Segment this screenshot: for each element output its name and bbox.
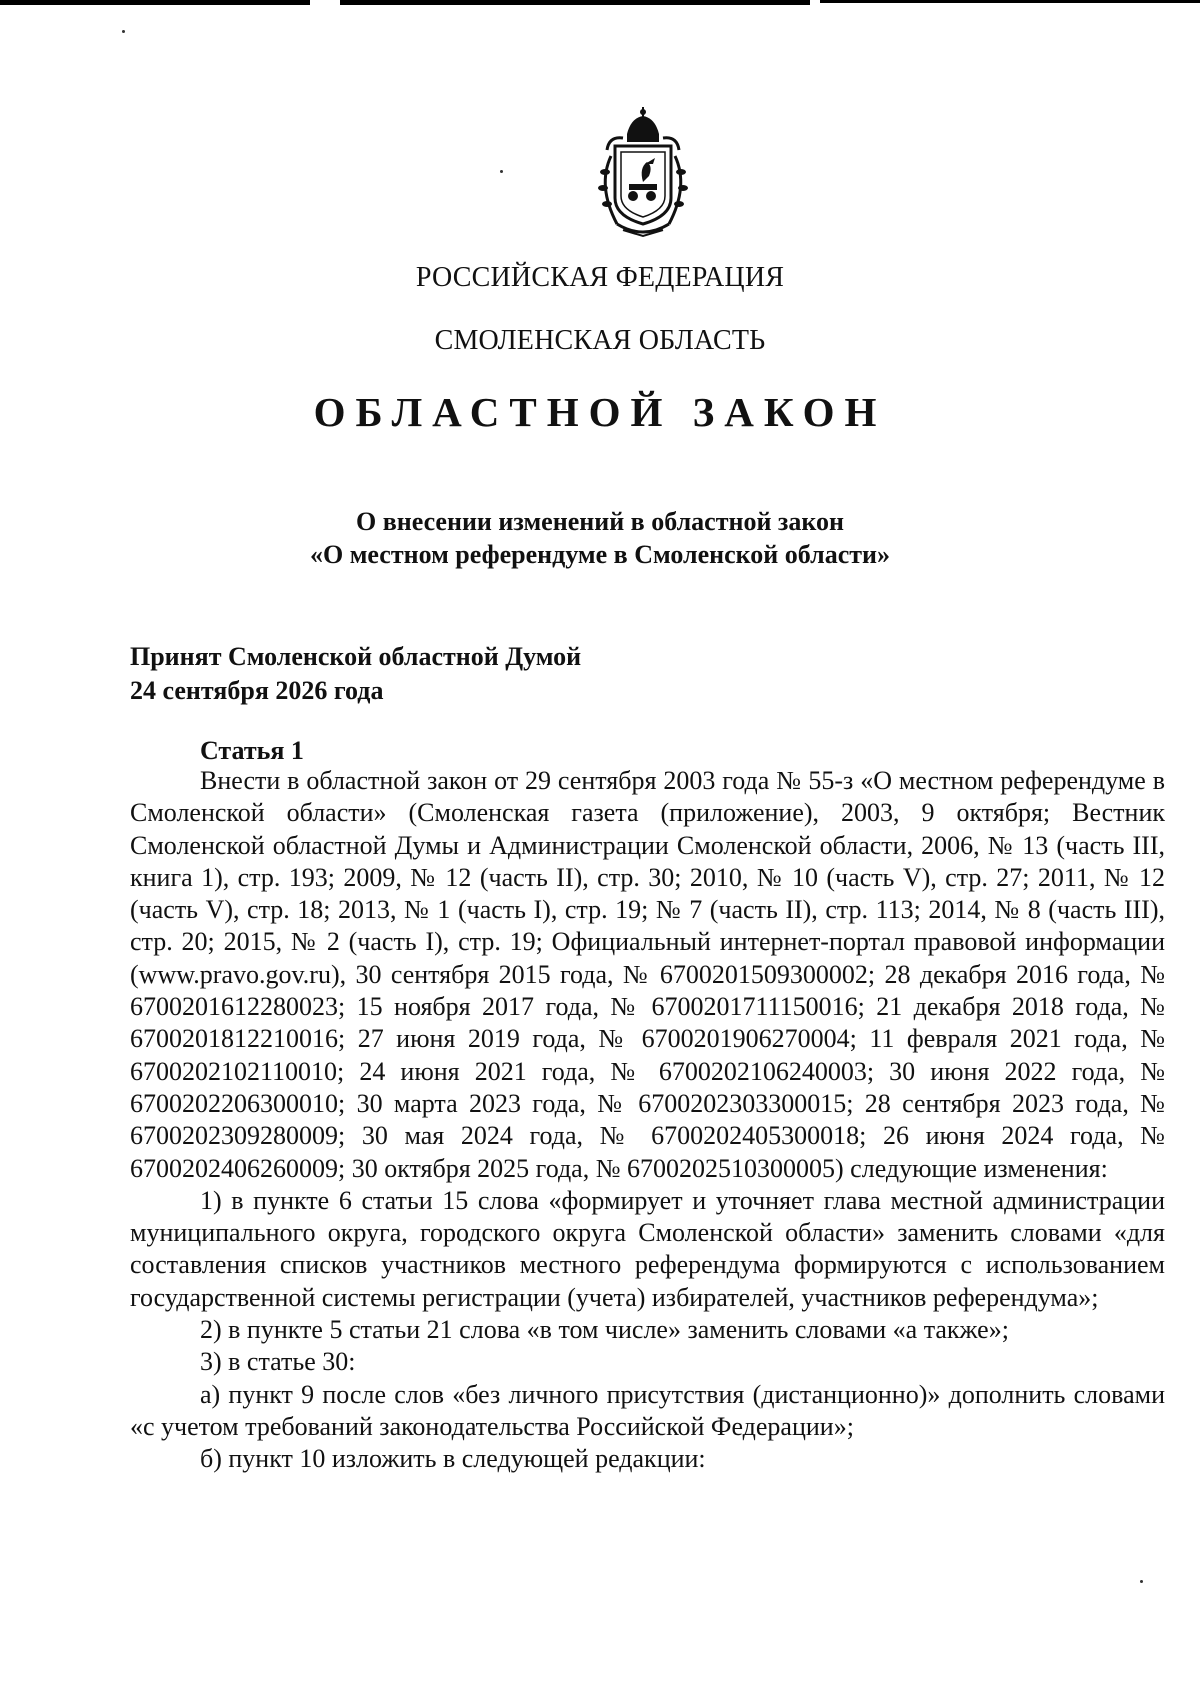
adoption-info — [130, 640, 830, 708]
article-paragraph: 2) в пункте 5 статьи 21 слова «в том числе» заменить словами «а также»; — [200, 1315, 1009, 1345]
scan-speck — [500, 170, 503, 173]
scan-speck — [122, 30, 125, 33]
law-title-line: «О местном референдуме в Смоленской области» — [309, 540, 891, 569]
scan-edge-artifact — [340, 0, 810, 5]
federation-heading: РОССИЙСКАЯ ФЕДЕРАЦИЯ — [415, 262, 785, 293]
article-paragraph: а) пункт 9 после слов «без личного присутствия (дистанционно)» дополнить словами «с учетом требований законодательства Российской Федерации»; — [130, 1379, 1165, 1441]
law-title-line: О внесении изменений в областной закон — [355, 507, 845, 536]
scan-edge-artifact — [820, 0, 1200, 3]
scan-edge-artifact — [0, 0, 310, 5]
coat-of-arms-emblem — [583, 106, 703, 241]
article-paragraph: 1) в пункте 6 статьи 15 слова «формирует и уточняет глава местной администрации муниципального округа, городского округа Смоленской области» заменить словами «для составления списков участников местного референдума формируются с использованием государственной системы регистрации (учета) избирателей, участников референдума»; — [130, 1185, 1165, 1312]
article-body — [130, 765, 1165, 1476]
article-heading: Статья 1 — [200, 736, 304, 765]
article-paragraph: 3) в статье 30: — [200, 1347, 356, 1377]
article-paragraph: Внести в областной закон от 29 сентября 2003 года № 55-з «О местном референдуме в Смоленской области» (Смоленская газета (приложение), 2003, 9 октября; Вестник Смоленской областной Думы и Администрации Смоленской области, 2006, № 13 (часть III, книга 1), стр. 193; 2009, № 12 (часть II), стр. 30; 2010, № 10 (часть V), стр. 27; 2011, № 12 (часть V), стр. 18; 2013, № 1 (часть I), стр. 19; № 7 (часть II), стр. 113; 2014, № 8 (часть III), стр. 20; 2015, № 2 (часть I), стр. 19; Официальный интернет-портал правовой информации (www.pravo.gov.ru), 30 сентября 2015 года, № 6700201509300002; 28 декабря 2016 года, № 6700201612280023; 15 ноября 2017 года, № 6700201711150016; 21 декабря 2018 года, № 6700201812210016; 27 июня 2019 года, № 6700201906270004; 11 февраля 2021 года, № 6700202102110010; 24 июня 2021 года, № 6700202106240003; 30 июня 2022 года, № 6700202206300010; 30 марта 2023 года, № 6700202303300015; 28 сентября 2023 года, № 6700202309280009; 30 мая 2024 года, № 6700202405300018; 26 июня 2024 года, № 6700202406260009; 30 октября 2025 года, № 6700202510300005) следующие изменения: — [130, 766, 1165, 1183]
adoption-date: 24 сентября 2026 года — [130, 676, 384, 705]
law-title — [0, 505, 1200, 571]
adoption-authority: Принят Смоленской областной Думой — [130, 642, 582, 671]
document-type-heading: ОБЛАСТНОЙ ЗАКОН — [313, 389, 887, 435]
article-paragraph: б) пункт 10 изложить в следующей редакции: — [200, 1444, 706, 1474]
scan-speck — [1140, 1580, 1143, 1583]
region-heading: СМОЛЕНСКАЯ ОБЛАСТЬ — [434, 325, 766, 356]
